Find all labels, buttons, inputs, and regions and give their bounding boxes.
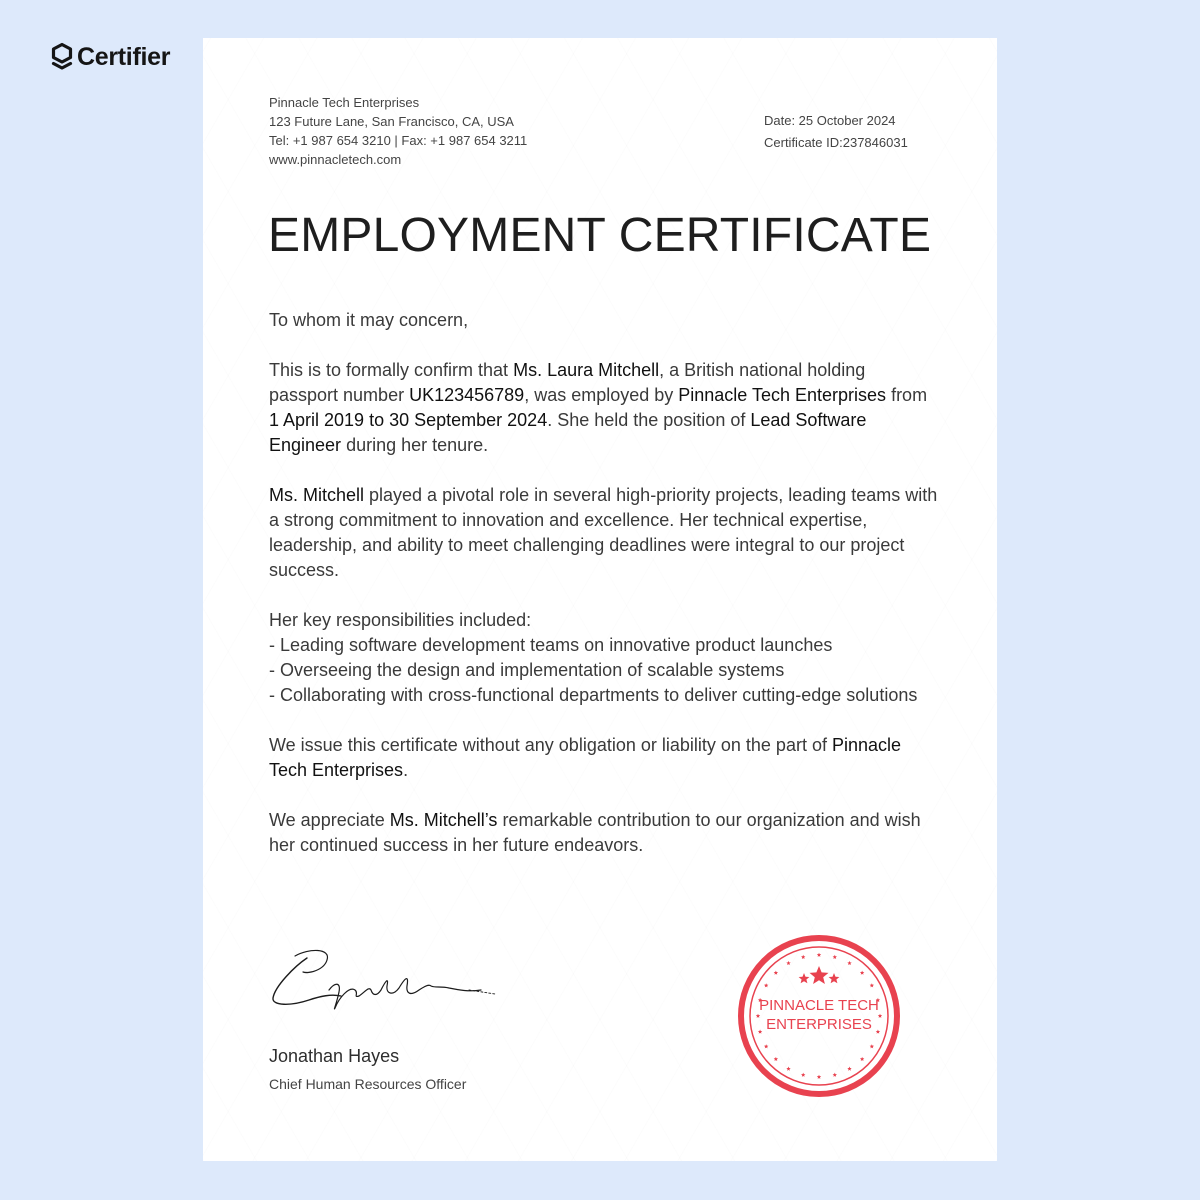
employer-name: Pinnacle Tech Enterprises bbox=[678, 385, 887, 405]
issuer-name: Pinnacle Tech Enterprises bbox=[269, 735, 902, 780]
signatory-name: Jonathan Hayes bbox=[269, 1046, 400, 1066]
employee-short-name: Ms. Mitchell bbox=[269, 485, 365, 505]
certificate-body bbox=[269, 308, 939, 858]
certificate-title: EMPLOYMENT CERTIFICATE bbox=[268, 209, 932, 262]
company-letterhead bbox=[269, 93, 527, 169]
stamp-star-icon bbox=[860, 1057, 864, 1061]
stamp-star-icon bbox=[764, 983, 768, 987]
job-position: Lead Software Engineer bbox=[269, 410, 867, 455]
stamp-star-icon bbox=[801, 955, 805, 959]
stamp-star-icon bbox=[870, 983, 874, 987]
employee-possessive-name: Ms. Mitchell’s bbox=[389, 810, 498, 830]
liability-paragraph: We issue this certificate without any obligation or liability on the part of Pinnacle Tech Enterprises. bbox=[269, 735, 902, 780]
company-website: www.pinnacletech.com bbox=[269, 152, 402, 167]
stamp-text bbox=[737, 996, 901, 1034]
stamp-star-icon bbox=[860, 971, 864, 975]
greeting: To whom it may concern, bbox=[269, 310, 469, 330]
shield-icon bbox=[51, 42, 73, 72]
responsibility-item: - Collaborating with cross-functional departments to deliver cutting-edge solutions bbox=[269, 685, 918, 705]
stamp-star-icon bbox=[847, 1067, 851, 1071]
confirmation-paragraph: This is to formally confirm that Ms. Laura Mitchell, a British national holding passport number UK123456789, was employed by Pinnacle Tech Enterprises from 1 April 2019 to 30 September 2024. She held the position of Lead Software Engineer during her tenure. bbox=[269, 360, 928, 455]
stamp-star-icon bbox=[786, 961, 790, 965]
stamp-star-icon bbox=[801, 1073, 805, 1077]
stamp-star-icon bbox=[764, 1044, 768, 1048]
stamp-star-icon bbox=[774, 1057, 778, 1061]
stamp-star-icon bbox=[870, 1044, 874, 1048]
stamp-star-icon bbox=[786, 1067, 790, 1071]
company-stamp bbox=[737, 934, 901, 1098]
company-name: Pinnacle Tech Enterprises bbox=[269, 95, 420, 110]
company-address: 123 Future Lane, San Francisco, CA, USA bbox=[269, 114, 514, 129]
stamp-star-icon bbox=[833, 1073, 837, 1077]
responsibility-item: - Overseeing the design and implementation of scalable systems bbox=[269, 660, 785, 680]
certificate-document bbox=[203, 38, 997, 1161]
certificate-id: Certificate ID:237846031 bbox=[764, 135, 908, 150]
stamp-star-icon bbox=[847, 961, 851, 965]
handwritten-signature bbox=[269, 946, 499, 1016]
stamp-star-icon bbox=[833, 955, 837, 959]
brand-name: Certifier bbox=[77, 42, 171, 71]
stamp-star-icon bbox=[774, 971, 778, 975]
responsibilities-section bbox=[269, 608, 939, 708]
signature-block bbox=[269, 946, 499, 1016]
responsibilities-heading: Her key responsibilities included: bbox=[269, 610, 532, 630]
issue-date: Date: 25 October 2024 bbox=[764, 113, 896, 128]
stamp-star-icon bbox=[817, 1075, 821, 1079]
stamp-line-1: PINNACLE TECH bbox=[759, 997, 879, 1014]
passport-number: UK123456789 bbox=[409, 385, 525, 405]
signatory-title: Chief Human Resources Officer bbox=[269, 1076, 467, 1092]
performance-paragraph: Ms. Mitchell played a pivotal role in several high-priority projects, leading teams with a strong commitment to innovation and excellence. Her technical expertise, leadership, and ability to meet challenging deadlines were integral to our project success. bbox=[269, 485, 938, 580]
employee-name: Ms. Laura Mitchell bbox=[513, 360, 660, 380]
stamp-line-2: ENTERPRISES bbox=[766, 1016, 872, 1033]
closing-paragraph: We appreciate Ms. Mitchell’s remarkable contribution to our organization and wish her continued success in her future endeavors. bbox=[269, 810, 921, 855]
company-contact: Tel: +1 987 654 3210 | Fax: +1 987 654 3211 bbox=[269, 133, 528, 148]
responsibility-item: - Leading software development teams on innovative product launches bbox=[269, 635, 833, 655]
stamp-star-icon bbox=[817, 953, 821, 957]
brand-logo bbox=[51, 40, 170, 74]
employment-period: 1 April 2019 to 30 September 2024 bbox=[269, 410, 548, 430]
certificate-meta bbox=[764, 110, 908, 154]
